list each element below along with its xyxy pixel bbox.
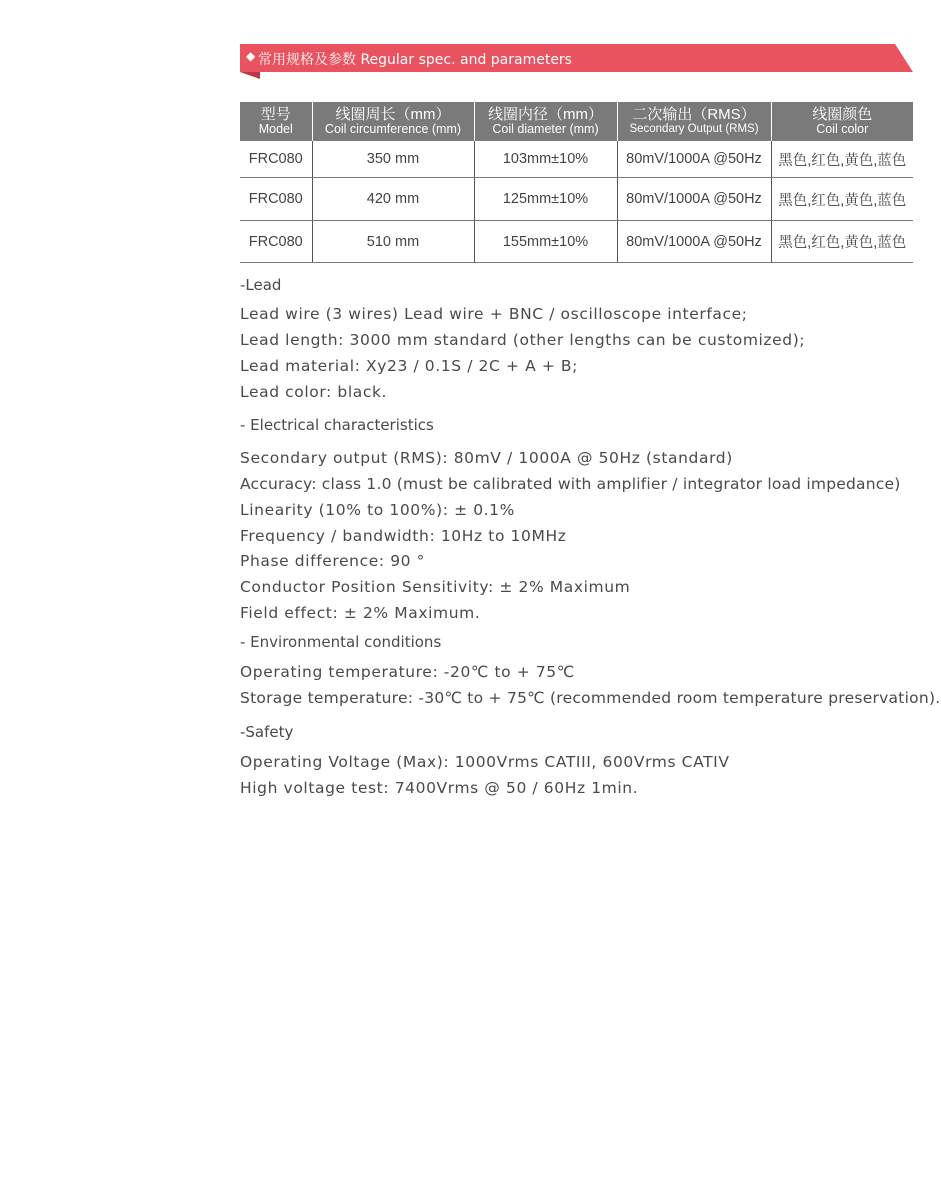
table-row [240,221,913,263]
safety-line: Operating Voltage (Max): 1000Vrms CATIII, 600Vrms CATIV [240,753,730,771]
lead-line: Lead length: 3000 mm standard (other lengths can be customized); [240,331,806,349]
electrical-line: Frequency / bandwidth: 10Hz to 10MHz [240,527,567,545]
environmental-heading: - Environmental conditions [240,633,442,651]
lead-heading: -Lead [240,276,282,294]
electrical-heading: - Electrical characteristics [240,416,434,434]
cell-circumference: 510 mm [312,221,474,263]
banner-title: 常用规格及参数 Regular spec. and parameters [258,52,572,68]
cell-circumference: 350 mm [312,141,474,178]
environmental-line: Operating temperature: -20℃ to + 75℃ [240,663,575,681]
safety-heading: -Safety [240,723,294,741]
table-row [240,178,913,221]
lead-line: Lead material: Xy23 / 0.1S / 2C + A + B; [240,357,578,375]
lead-line: Lead color: black. [240,383,388,401]
spec-table [240,102,913,263]
electrical-line: Conductor Position Sensitivity: ± 2% Maximum [240,578,631,596]
table-header-row [240,102,913,141]
cell-color: 黑色,红色,黄色,蓝色 [771,221,913,263]
cell-color: 黑色,红色,黄色,蓝色 [771,141,913,178]
header-diameter: 线圈内径（mm） Coil diameter (mm) [474,102,617,141]
cell-model: FRC080 [240,178,312,221]
section-banner [240,44,913,72]
safety-line: High voltage test: 7400Vrms @ 50 / 60Hz 1min. [240,779,639,797]
environmental-line: Storage temperature: -30℃ to + 75℃ (recommended room temperature preservation). [240,689,941,707]
cell-diameter: 125mm±10% [474,178,617,221]
lead-line: Lead wire (3 wires) Lead wire + BNC / oscilloscope interface; [240,305,748,323]
cell-output: 80mV/1000A @50Hz [617,178,771,221]
cell-color: 黑色,红色,黄色,蓝色 [771,178,913,221]
cell-output: 80mV/1000A @50Hz [617,221,771,263]
electrical-line: Field effect: ± 2% Maximum. [240,604,481,622]
cell-model: FRC080 [240,221,312,263]
electrical-line: Phase difference: 90 ° [240,552,426,570]
cell-diameter: 155mm±10% [474,221,617,263]
table-row [240,141,913,178]
cell-circumference: 420 mm [312,178,474,221]
header-output: 二次输出（RMS） Secondary Output (RMS) [617,102,771,141]
cell-model: FRC080 [240,141,312,178]
header-model: 型号 Model [240,102,312,141]
cell-diameter: 103mm±10% [474,141,617,178]
cell-output: 80mV/1000A @50Hz [617,141,771,178]
electrical-line: Accuracy: class 1.0 (must be calibrated with amplifier / integrator load impedance) [240,475,901,493]
header-circumference: 线圈周长（mm） Coil circumference (mm) [312,102,474,141]
header-color: 线圈颜色 Coil color [771,102,913,141]
electrical-line: Linearity (10% to 100%): ± 0.1% [240,501,515,519]
electrical-line: Secondary output (RMS): 80mV / 1000A @ 50Hz (standard) [240,449,733,467]
diamond-bullet-icon: ◆ [246,49,256,63]
